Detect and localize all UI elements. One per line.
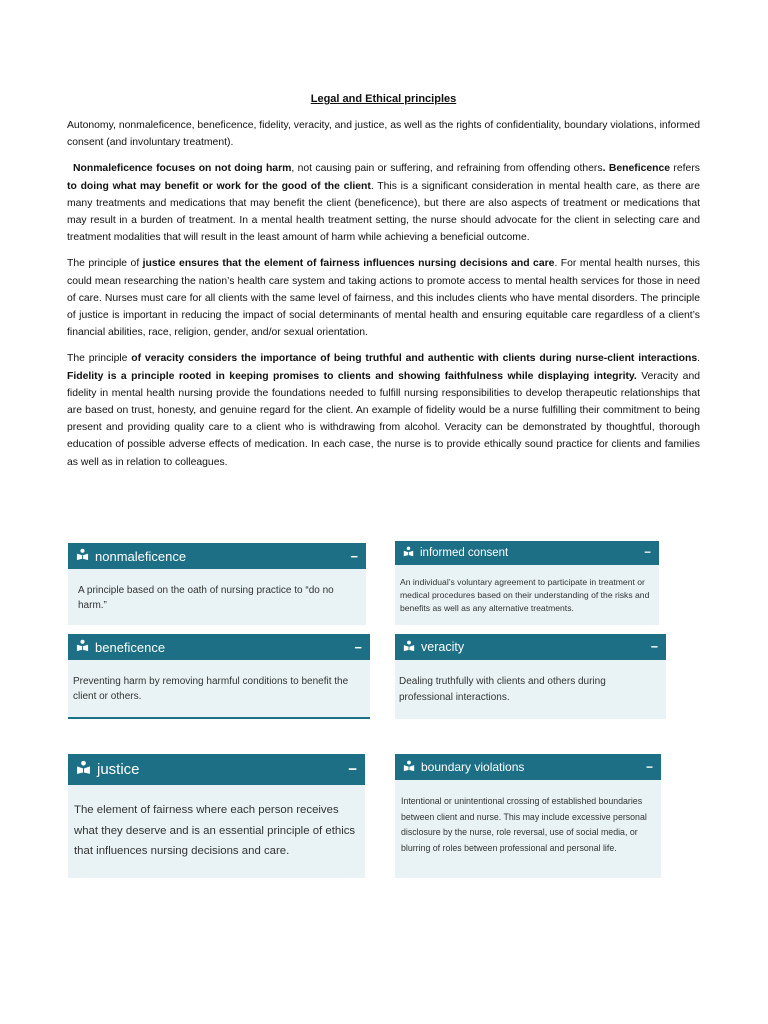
boundary-violations-card-header[interactable] xyxy=(395,754,661,780)
collapse-icon[interactable]: − xyxy=(354,639,362,655)
card-body: Intentional or unintentional crossing of established boundaries between client and nurse. This may include excessive personal disclosure by the nurse, role reversal, use of social media, or blurring of roles between professional and personal life. xyxy=(401,796,647,853)
text-span: The principle of xyxy=(67,258,143,270)
card-body: A principle based on the oath of nursing practice to “do no harm.” xyxy=(78,585,334,611)
collapse-icon[interactable]: − xyxy=(350,548,358,564)
text-span: . For mental health nurses, this could mean researching the nation’s health care system and taking actions to promote access to mental health services for those in need of care. Nurses must care for all clients with the same level of fairness, and this includes clients who have mental disorders. The principle of justice is important in reducing the impact of social determinants of mental health and ensuring equitable care regardless of a client’s financial abilities, race, religion, gender, and/or sexual orientation. xyxy=(67,258,700,339)
bold-text: of veracity considers the importance of being truthful and authentic with clients during nurse-client interactions xyxy=(131,353,698,365)
informed-consent-card-header[interactable] xyxy=(395,541,659,565)
card-title: beneficence xyxy=(95,639,166,655)
nonmaleficence-paragraph xyxy=(67,160,700,246)
card-title: nonmaleficence xyxy=(95,548,187,564)
bold-text: to doing what may benefit or work for the good of the client xyxy=(67,180,371,192)
veracity-paragraph xyxy=(67,350,700,470)
book-reader-icon xyxy=(403,760,415,775)
beneficence-card-header[interactable] xyxy=(68,634,370,660)
card-body: The element of fairness where each person receives what they deserve and is an essential principle of ethics that influences nursing decisions and care. xyxy=(74,804,356,857)
justice-paragraph xyxy=(67,255,700,341)
beneficence-card xyxy=(68,634,370,719)
collapse-icon[interactable]: − xyxy=(348,761,357,778)
collapse-icon[interactable]: − xyxy=(644,547,651,559)
nonmaleficence-card xyxy=(68,543,366,625)
text-span: The principle xyxy=(67,353,132,365)
collapse-icon[interactable]: − xyxy=(650,640,658,654)
book-reader-icon xyxy=(403,640,415,655)
nonmaleficence-card-header[interactable] xyxy=(68,543,366,569)
justice-card xyxy=(68,754,365,878)
veracity-card xyxy=(395,634,666,719)
collapse-icon[interactable]: − xyxy=(645,760,653,774)
card-body: An individual’s voluntary agreement to participate in treatment or medical procedures based on their understanding of the risks and benefits as well as any alternative treatments. xyxy=(400,577,650,614)
card-title: boundary violations xyxy=(421,760,525,774)
bold-text: Fidelity is a principle rooted in keeping promises to clients and showing faithfulness while displaying integrity. xyxy=(67,370,637,382)
text-span: . This is a significant consideration in mental health care, as there are many treatments and medications that may benefit the client (beneficence), but there are also aspects of treatment or medications that may result in a burden of treatment. In a mental health treatment setting, the nurse should advocate for the client in selecting care and treatment modalities that will result in the least amount of harm while achieving a beneficial outcome. xyxy=(67,180,700,244)
book-reader-icon xyxy=(76,639,89,655)
text-span: . xyxy=(697,353,700,365)
book-reader-icon xyxy=(76,548,89,564)
boundary-violations-card xyxy=(395,754,661,878)
intro-paragraph: Autonomy, nonmaleficence, beneficence, fidelity, veracity, and justice, as well as the rights of confidentiality, boundary violations, informed consent (and involuntary treatment). xyxy=(67,120,700,149)
informed-consent-card xyxy=(395,541,659,625)
card-body: Dealing truthfully with clients and others during professional interactions. xyxy=(399,676,606,703)
document xyxy=(67,92,700,480)
book-reader-icon xyxy=(76,760,91,779)
text-span: refers xyxy=(670,163,700,175)
bold-text: . Beneficence xyxy=(602,163,671,175)
veracity-card-header[interactable] xyxy=(395,634,666,660)
card-body: Preventing harm by removing harmful conditions to benefit the client or others. xyxy=(73,676,349,702)
bold-text: justice ensures that the element of fairness influences nursing decisions and care xyxy=(142,258,555,270)
bold-text: Nonmaleficence focuses on not doing harm xyxy=(73,163,292,175)
book-reader-icon xyxy=(403,546,414,560)
document-title: Legal and Ethical principles xyxy=(310,93,457,105)
card-title: veracity xyxy=(421,640,465,654)
card-title: justice xyxy=(97,761,140,778)
text-span: , not causing pain or suffering, and refraining from offending others xyxy=(291,163,603,175)
card-title: informed consent xyxy=(420,547,509,559)
justice-card-header[interactable] xyxy=(68,754,365,785)
text-span: Veracity and fidelity in mental health nursing provide the foundations needed to fulfill nursing responsibilities to develop therapeutic relationships that are based on trust, honesty, and genuine regard for the client. An example of fidelity would be a nurse fulfilling their commitment to being present and providing quality care to a client who is withdrawing from alcohol. Veracity can be demonstrated by thoughtful, thorough education of possible adverse effects of medication. In each case, the nurse is to provide ethically sound practice for clients and families as well as in relation to colleagues. xyxy=(67,370,700,468)
